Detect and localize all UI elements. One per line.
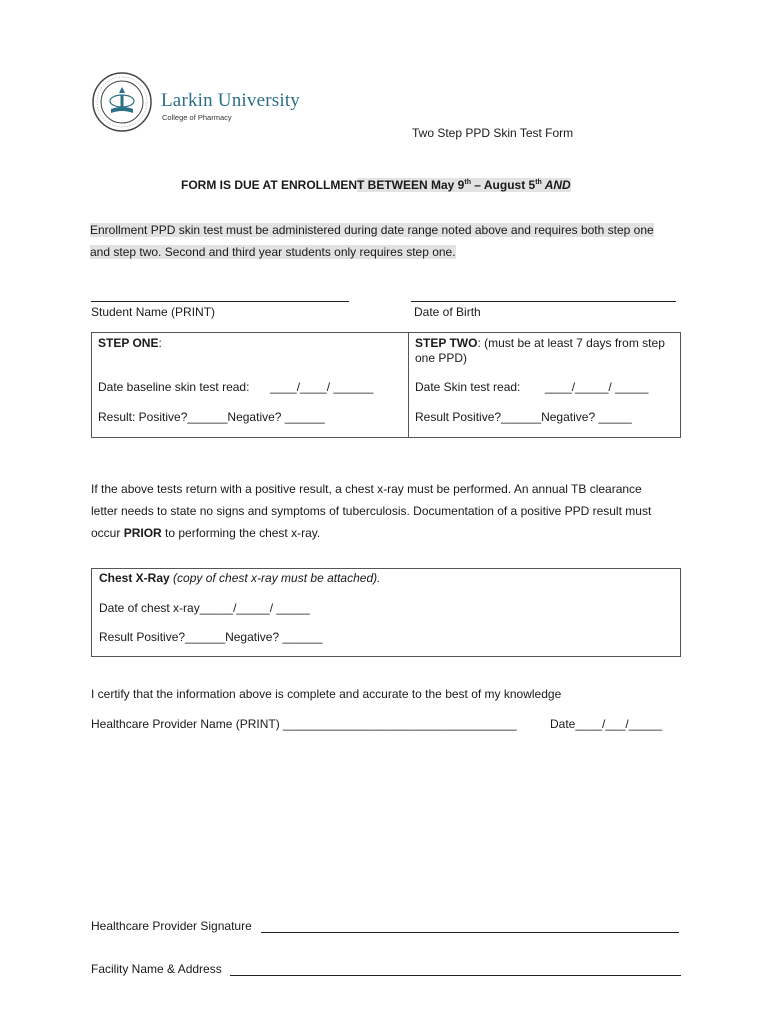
certification-date-field[interactable]: Date____/___/_____ [550, 717, 663, 731]
step-one-result-field[interactable]: Result: Positive?______Negative? ______ [98, 410, 325, 424]
college-name: College of Pharmacy [162, 113, 232, 122]
step-one-date-field[interactable]: ____/____/ ______ [270, 380, 374, 394]
step-two-title: STEP TWO: (must be at least 7 days from step one PPD) [415, 336, 665, 365]
university-seal-logo [91, 71, 153, 133]
step-two-date-label: Date Skin test read: [415, 380, 521, 394]
form-title: Two Step PPD Skin Test Form [412, 126, 574, 140]
provider-signature-label: Healthcare Provider Signature [91, 919, 252, 933]
step-one-date-label: Date baseline skin test read: [98, 380, 250, 394]
date-of-birth-label: Date of Birth [414, 305, 481, 319]
certification-statement: I certify that the information above is complete and accurate to the best of my knowledge [91, 687, 562, 701]
provider-signature-line[interactable] [261, 932, 679, 933]
student-name-label: Student Name (PRINT) [91, 305, 216, 319]
enrollment-instructions: Enrollment PPD skin test must be administered during date range noted above and requires both step one and step two. Second and third year students only requires step one. [90, 223, 654, 259]
due-date-notice: FORM IS DUE AT ENROLLMENT BETWEEN May 9th – August 5th AND [181, 178, 571, 192]
chest-xray-result-field[interactable]: Result Positive?______Negative? ______ [99, 630, 323, 644]
chest-xray-date-field[interactable]: Date of chest x-ray_____/_____/ _____ [99, 601, 310, 615]
student-name-line[interactable] [91, 301, 349, 302]
step-two-date-field[interactable]: ____/_____/ _____ [545, 380, 649, 394]
step-one-title: STEP ONE: [98, 336, 162, 350]
university-name: Larkin University [161, 90, 301, 111]
facility-label: Facility Name & Address [91, 962, 222, 976]
date-of-birth-line[interactable] [411, 301, 676, 302]
positive-result-instructions: If the above tests return with a positive result, a chest x-ray must be performed. An annual TB clearance letter needs to state no signs and symptoms of tuberculosis. Documentation of a positive PPD result must occur PRIOR to performing the chest x-ray. [91, 482, 652, 540]
table-divider [408, 332, 409, 438]
step-two-result-field[interactable]: Result Positive?______Negative? _____ [415, 410, 632, 424]
chest-xray-title: Chest X-Ray (copy of chest x-ray must be attached). [99, 571, 381, 585]
provider-name-field[interactable]: Healthcare Provider Name (PRINT) ___________________________________ [91, 717, 517, 731]
facility-address-line[interactable] [230, 975, 681, 976]
